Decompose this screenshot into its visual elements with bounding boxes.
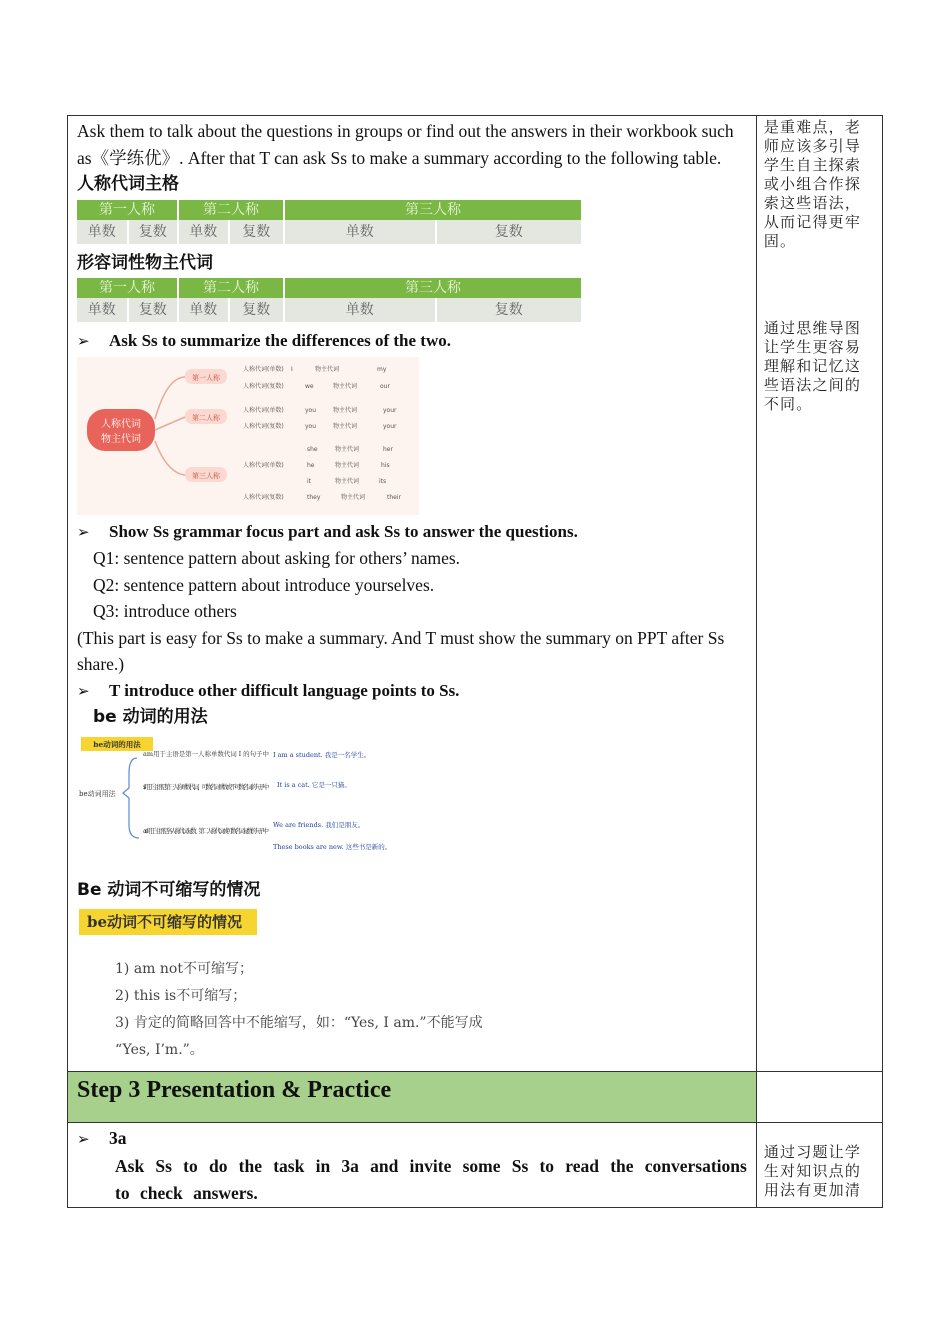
header-third-person: 第三人称 (284, 200, 582, 220)
be-usage-tag-text: be动词的用法 (93, 739, 141, 749)
are-example-2: These books are new. 这些书是新的。 (273, 842, 392, 851)
leaf-possessive: our (380, 382, 390, 390)
is-rule: is用于主语是第三人称单数代词，可数名词单数或不可数名词的句子中 (143, 782, 270, 791)
be-usage-diagram (77, 733, 407, 873)
arrow-bullet-icon: ➢ (77, 332, 90, 350)
pronoun-table-2 (77, 278, 583, 298)
am-example: I am a student. 我是一名学生。 (273, 750, 371, 759)
branch-label: 第二人称 (192, 413, 220, 422)
arrow-bullet-icon: ➢ (77, 681, 90, 700)
mindmap-center-line1: 人称代词 (101, 418, 141, 430)
are-example-1: We are friends. 我们是朋友。 (273, 820, 365, 829)
leaf-pronoun: you (305, 406, 317, 414)
step3-note-cell (756, 1072, 882, 1123)
sub-cell: 复数 (229, 298, 285, 322)
notes-cell (756, 116, 882, 1072)
header-first-person: 第一人称 (77, 200, 178, 220)
pronoun-table-1 (77, 200, 583, 220)
leaf-possessive: her (383, 445, 393, 453)
question-2: Q2: sentence pattern about introduce yourselves. (93, 574, 435, 595)
sub-cell: 复数 (436, 298, 582, 322)
leaf-pronoun: they (307, 493, 321, 501)
mindmap-connectors (155, 377, 185, 475)
question-3: Q3: introduce others (93, 601, 237, 621)
bullet-text: Ask Ss to summarize the differences of the two. (109, 331, 451, 350)
intro-paragraph: Ask them to talk about the questions in groups or find out the answers in their workbook such as《学练优》. After that T can ask Ss to make a summary according to the following table. (77, 121, 734, 168)
bullet-text: Show Ss grammar focus part and ask Ss to answer the questions. (109, 521, 578, 541)
sub-cell: 复数 (128, 298, 179, 322)
leaf-mid: 物主代词 (333, 382, 358, 390)
be-usage-examples (273, 750, 391, 851)
contract-rule-2: 2) this is不可缩写； (115, 988, 247, 1004)
leaf-pronoun: she (307, 445, 318, 453)
leaf-pronoun: he (307, 461, 315, 469)
leaf-mid: 物主代词 (315, 365, 340, 373)
task-bullet (77, 1125, 747, 1153)
note-spacer (764, 251, 875, 319)
branch-label: 第三人称 (192, 471, 220, 480)
leaf-mid: 物主代词 (335, 445, 360, 453)
sub-cell: 单数 (178, 298, 229, 322)
lesson-plan-table (67, 115, 883, 1208)
pronoun-table-2-sub (77, 298, 583, 322)
leaf-mid: 物主代词 (333, 406, 358, 414)
leaf-mid: 物主代词 (333, 422, 358, 430)
leaf-label: 人称代词(单数) (243, 365, 284, 373)
question-1: Q1: sentence pattern about asking for others’ names. (93, 548, 461, 568)
be-contract-title: Be 动词不可缩写的情况 (77, 879, 261, 900)
table2-title: 形容词性物主代词 (77, 252, 213, 273)
step3-title-cell (68, 1072, 757, 1123)
leaf-label: 人称代词(单数) (243, 406, 284, 414)
leaf-label: 人称代词(单数) (243, 461, 284, 469)
leaf-mid: 物主代词 (335, 461, 360, 469)
sub-cell: 单数 (77, 220, 128, 244)
main-content-cell (68, 116, 757, 1072)
pronoun-table-1-sub (77, 220, 583, 244)
note-1: 是重难点，老师应该多引导学生自主探索或小组合作探索这些语法，从而记得更牢固。 (763, 118, 862, 250)
leaf-possessive: my (377, 365, 387, 373)
leaf-label: 人称代词(复数) (243, 382, 284, 390)
contract-rule-3: 3) 肯定的简略回答中不能缩写，如：“Yes, I am.”不能写成 (115, 1015, 483, 1031)
sub-cell: 单数 (284, 220, 436, 244)
task-cell (68, 1123, 757, 1208)
leaf-pronoun: you (305, 422, 317, 430)
leaf-label: 人称代词(复数) (243, 422, 284, 430)
task-note-cell (756, 1123, 882, 1208)
leaf-possessive: his (381, 461, 390, 469)
be-usage-rules (143, 749, 270, 835)
are-rule: are用于主语是各人称代词复数、第二人称代词或可数名词复数的句子中 (143, 826, 269, 835)
leaf-pronoun: we (305, 382, 314, 390)
summary-note: (This part is easy for Ss to make a summary. And T must show the summary on PPT after Ss share.) (77, 627, 725, 674)
leaf-possessive: its (379, 477, 387, 485)
be-usage-root: be动词用法 (79, 789, 116, 798)
bullet-summarize (77, 328, 747, 355)
am-rule: am用于主语是第一人称单数代词 I 的句子中 (143, 749, 269, 758)
sub-cell: 单数 (284, 298, 436, 322)
sub-cell: 复数 (229, 220, 285, 244)
bullet-text: T introduce other difficult language points to Ss. (109, 680, 460, 700)
mindmap-leaves (243, 365, 402, 501)
arrow-bullet-icon: ➢ (77, 522, 90, 541)
note-3: 通过习题让学生对知识点的用法有更加清 (763, 1143, 862, 1199)
be-contract-rules (115, 961, 483, 1058)
be-usage-title: be 动词的用法 (93, 707, 208, 727)
mindmap-center-line2: 物主代词 (101, 433, 141, 445)
task-label: 3a (109, 1128, 127, 1148)
step3-header-row (68, 1072, 883, 1123)
leaf-possessive: your (383, 422, 397, 430)
header-first-person: 第一人称 (77, 278, 178, 298)
be-usage-brace (123, 758, 139, 838)
arrow-bullet-icon: ➢ (77, 1130, 90, 1148)
be-contract-tag-text: be动词不可缩写的情况 (87, 913, 243, 931)
pronoun-mindmap (77, 357, 419, 515)
bullet-difficult-points (77, 678, 747, 705)
leaf-pronoun: I (291, 365, 293, 373)
leaf-mid: 物主代词 (335, 477, 360, 485)
leaf-label: 人称代词(复数) (243, 493, 284, 501)
header-second-person: 第二人称 (178, 278, 284, 298)
be-contract-image (77, 907, 537, 1067)
header-second-person: 第二人称 (178, 200, 284, 220)
sub-cell: 复数 (436, 220, 582, 244)
table1-title: 人称代词主格 (77, 174, 179, 194)
branch-label: 第一人称 (192, 373, 220, 382)
sub-cell: 单数 (77, 298, 128, 322)
note-2: 通过思维导图让学生更容易理解和记忆这些语法之间的不同。 (763, 319, 862, 413)
bullet-grammar-focus (77, 519, 747, 546)
task-text: Ask Ss to do the task in 3a and invite some Ss to read the conversations to check answers. (115, 1156, 747, 1203)
task-row (68, 1123, 883, 1208)
header-third-person: 第三人称 (284, 278, 582, 298)
contract-rule-3b: “Yes, I’m.”。 (115, 1042, 204, 1058)
content-row (68, 116, 883, 1072)
is-example: It is a cat. 它是一只猫。 (277, 780, 351, 789)
contract-rule-1: 1) am not不可缩写； (115, 961, 253, 977)
leaf-pronoun: it (307, 477, 312, 485)
leaf-mid: 物主代词 (341, 493, 366, 501)
step3-title: Step 3 Presentation & Practice (77, 1077, 392, 1103)
leaf-possessive: your (383, 406, 397, 414)
sub-cell: 复数 (128, 220, 179, 244)
leaf-possessive: their (387, 493, 401, 501)
sub-cell: 单数 (178, 220, 229, 244)
